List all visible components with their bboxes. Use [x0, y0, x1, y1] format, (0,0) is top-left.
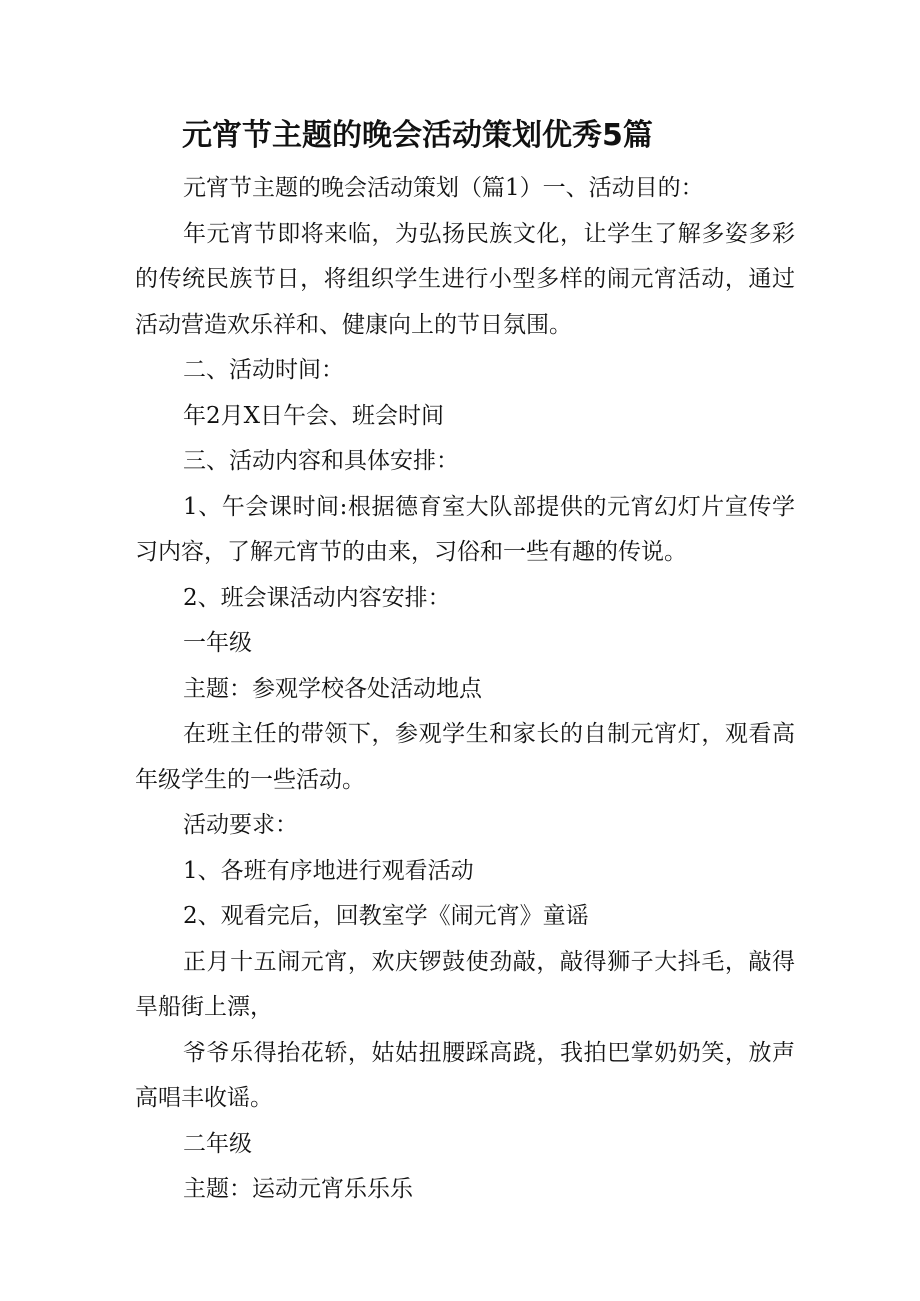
paragraph: 1、各班有序地进行观看活动 — [183, 857, 474, 884]
paragraph: 年元宵节即将来临，为弘扬民族文化，让学生了解多姿多彩的传统民族节日，将组织学生进行小型多样的闹元宵活动，通过活动营造欢乐祥和、健康向上的节日氛围。 — [135, 220, 795, 338]
paragraph: 2、班会课活动内容安排： — [183, 584, 451, 611]
paragraph: 主题：运动元宵乐乐乐 — [183, 1176, 413, 1202]
paragraph: 爷爷乐得抬花轿，姑姑扭腰踩高跷，我拍巴掌奶奶笑，放声高唱丰收谣。 — [135, 1039, 795, 1111]
document-title: 元宵节主题的晚会活动策划优秀5篇 — [182, 118, 653, 153]
paragraph: 一年级 — [183, 630, 252, 656]
paragraph: 年2月X日午会、班会时间 — [183, 402, 445, 429]
paragraph: 三、活动内容和具体安排： — [183, 448, 459, 474]
paragraph: 二、活动时间： — [183, 357, 344, 383]
paragraph: 正月十五闹元宵，欢庆锣鼓使劲敲，敲得狮子大抖毛，敲得旱船街上漂， — [135, 948, 795, 1020]
paragraph: 在班主任的带领下，参观学生和家长的自制元宵灯，观看高年级学生的一些活动。 — [135, 721, 795, 793]
paragraph: 主题：参观学校各处活动地点 — [183, 675, 482, 702]
paragraph: 2、观看完后，回教室学《闹元宵》童谣 — [183, 903, 589, 929]
paragraph: 活动要求： — [183, 812, 298, 838]
paragraph: 二年级 — [183, 1130, 252, 1157]
paragraph: 1、午会课时间:根据德育室大队部提供的元宵幻灯片宣传学习内容，了解元宵节的由来，习俗和一些有趣的传说。 — [135, 493, 795, 565]
document-body — [135, 166, 795, 1213]
paragraph: 元宵节主题的晚会活动策划（篇1）一、活动目的： — [183, 175, 704, 201]
